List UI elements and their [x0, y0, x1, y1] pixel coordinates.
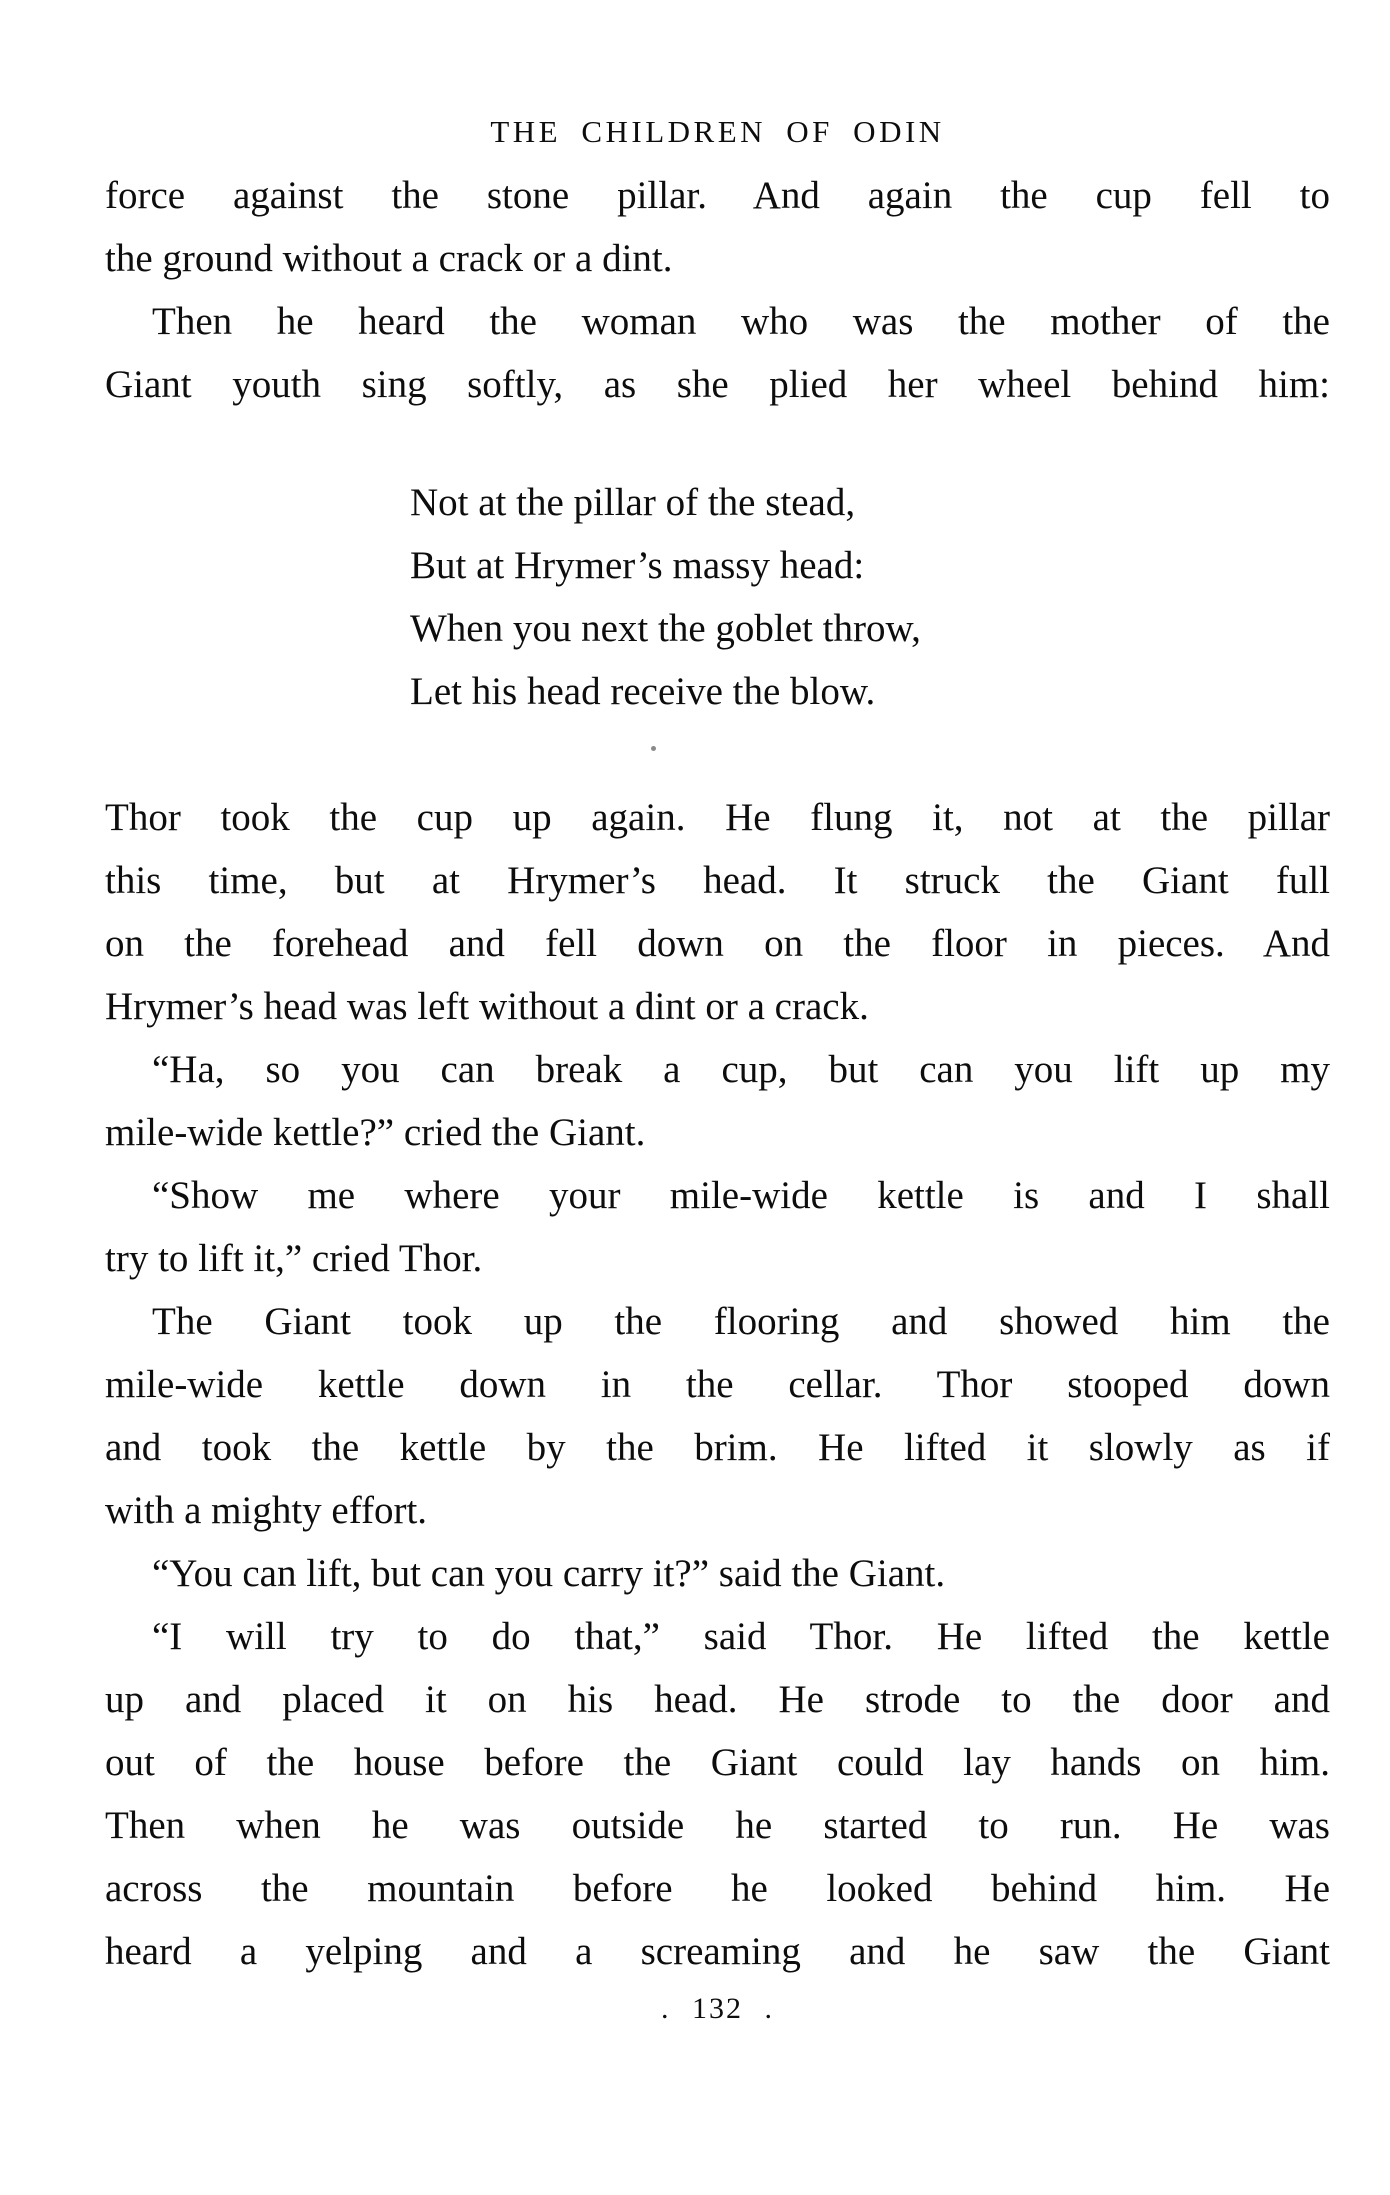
paragraph-line: with a mighty effort.: [105, 1489, 428, 1532]
paragraph: [105, 290, 1330, 416]
paragraph-line: “I will try to do that,” said Thor. He lifted the kettle: [152, 1615, 1330, 1658]
scan-speck: [651, 746, 656, 751]
paragraph-line: Thor took the cup up again. He flung it, not at the pillar: [105, 796, 1330, 839]
verse-line: But at Hrymer’s massy head:: [410, 544, 865, 587]
paragraph-line: “You can lift, but can you carry it?” said the Giant.: [152, 1552, 946, 1595]
paragraph-line: Hrymer’s head was left without a dint or a crack.: [105, 985, 869, 1028]
paragraph-line: across the mountain before he looked behind him. He: [105, 1867, 1330, 1910]
paragraph: [105, 1542, 1330, 1605]
verse-line: Not at the pillar of the stead,: [410, 481, 856, 524]
page-number: . 132 .: [661, 1992, 774, 2025]
paragraph-line: up and placed it on his head. He strode to the door and: [105, 1678, 1330, 1721]
verse-line: When you next the goblet throw,: [410, 607, 921, 650]
paragraph: [105, 164, 1330, 290]
paragraph-line: Then he heard the woman who was the mother of the: [152, 300, 1330, 343]
text-column: [105, 164, 1330, 1983]
paragraph-line: try to lift it,” cried Thor.: [105, 1237, 483, 1280]
paragraph: [105, 1038, 1330, 1164]
paragraph-line: out of the house before the Giant could lay hands on him.: [105, 1741, 1330, 1784]
paragraph-line: The Giant took up the flooring and showed him the: [152, 1300, 1330, 1343]
paragraph: [105, 1164, 1330, 1290]
paragraph: [105, 786, 1330, 1038]
verse-line: Let his head receive the blow.: [410, 670, 876, 713]
paragraph: [105, 1290, 1330, 1542]
paragraph-line: mile-wide kettle?” cried the Giant.: [105, 1111, 646, 1154]
paragraph-line: “Show me where your mile-wide kettle is and I shall: [152, 1174, 1330, 1217]
paragraph-line: “Ha, so you can break a cup, but can you lift up my: [152, 1048, 1330, 1091]
paragraph: [105, 1605, 1330, 1983]
paragraph-line: the ground without a crack or a dint.: [105, 237, 673, 280]
running-header: THE CHILDREN OF ODIN: [490, 114, 945, 149]
paragraph-line: this time, but at Hrymer’s head. It struck the Giant full: [105, 859, 1330, 902]
verse-block: [105, 471, 1330, 723]
paragraph-line: Then when he was outside he started to run. He was: [105, 1804, 1330, 1847]
paragraph-line: on the forehead and fell down on the floor in pieces. And: [105, 922, 1330, 965]
paragraph-line: heard a yelping and a screaming and he saw the Giant: [105, 1930, 1330, 1973]
paragraph-line: force against the stone pillar. And again the cup fell to: [105, 174, 1330, 217]
paragraph-line: Giant youth sing softly, as she plied her wheel behind him:: [105, 363, 1330, 406]
paragraph-line: and took the kettle by the brim. He lifted it slowly as if: [105, 1426, 1330, 1469]
paragraph-line: mile-wide kettle down in the cellar. Thor stooped down: [105, 1363, 1330, 1406]
